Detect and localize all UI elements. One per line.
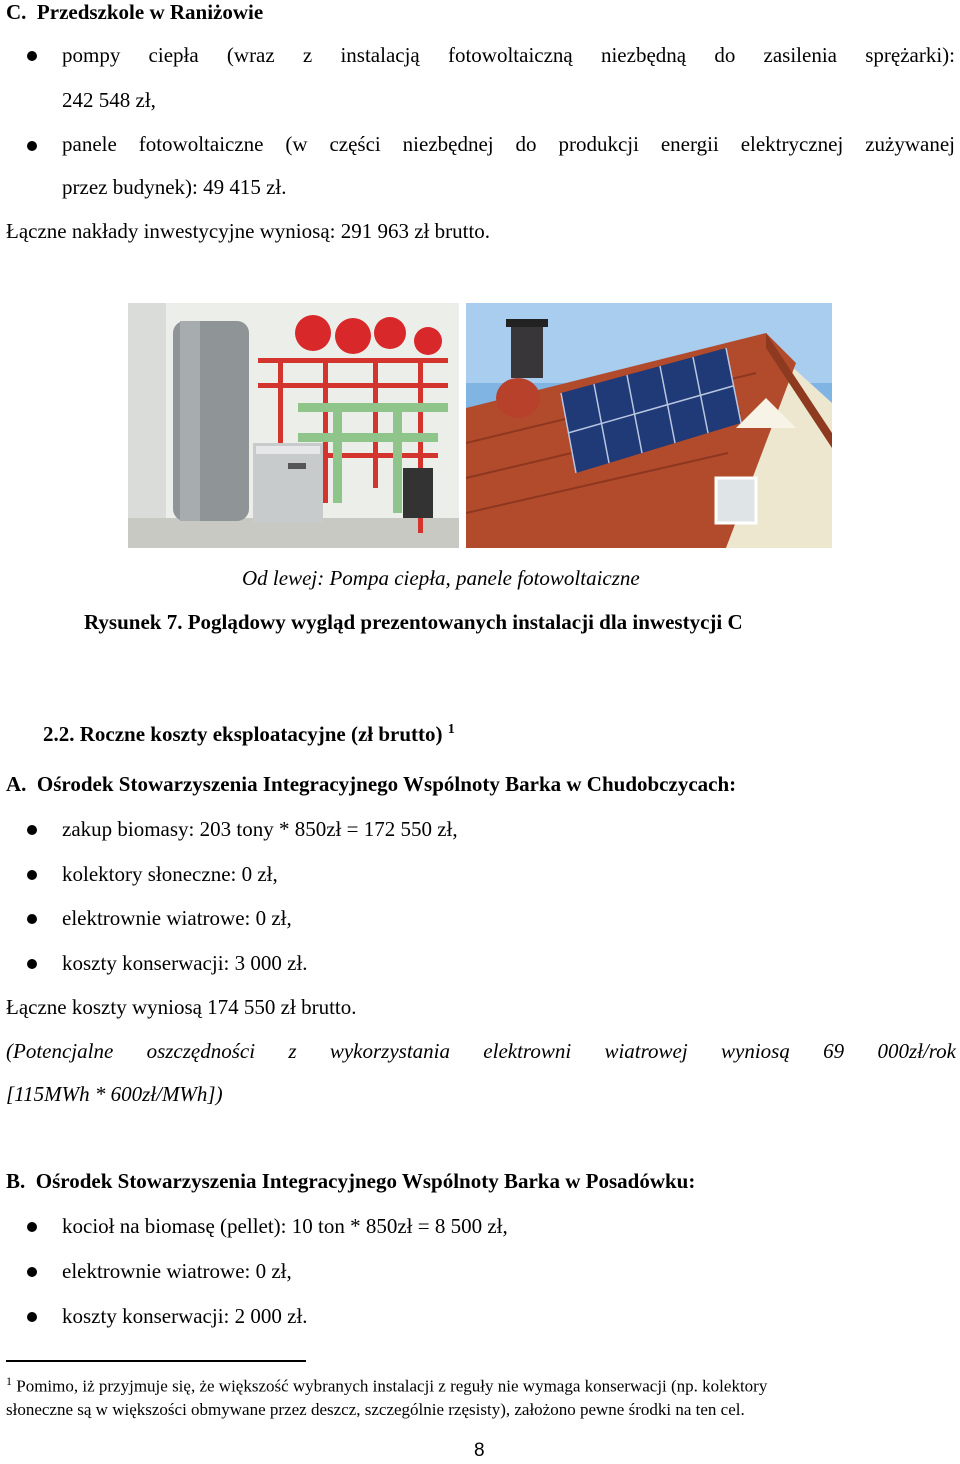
savings-note-continuation: [115MWh * 600zł/MWh]): [6, 1082, 223, 1106]
list-item: panele fotowoltaiczne (w części niezbędnej do produkcji energii elektrycznej zużywanej: [62, 132, 955, 156]
footnote-continuation: słoneczne są w większości obmywane przez deszcz, szczególnie rzęsisty), założono pewne środki na ten cel.: [6, 1400, 745, 1419]
bullet-dot: [27, 1312, 37, 1322]
savings-note: (Potencjalne oszczędności z wykorzystania elektrowni wiatrowej wyniosą 69 000zł/rok: [6, 1039, 956, 1063]
section-a-heading: A. Ośrodek Stowarzyszenia Integracyjnego Wspólnoty Barka w Chudobczycach:: [6, 772, 737, 796]
heat-pump-photo: [128, 303, 459, 548]
footnote-text-line1: Pomimo, iż przyjmuje się, że większość wybranych instalacji z reguły nie wymaga konserwacji (np. kolektory: [16, 1376, 768, 1396]
section-heading-text: 2.2. Roczne koszty eksploatacyjne (zł brutto): [43, 722, 443, 746]
footnote: [6, 1374, 956, 1397]
list-item: elektrownie wiatrowe: 0 zł,: [62, 1259, 292, 1283]
list-item: koszty konserwacji: 3 000 zł.: [62, 951, 308, 975]
bullet-dot: [27, 51, 37, 61]
bullet-dot: [27, 1267, 37, 1277]
figure-caption-italic: Od lewej: Pompa ciepła, panele fotowoltaiczne: [242, 566, 640, 590]
section-heading-2-2: [43, 722, 455, 747]
total-costs: Łączne koszty wyniosą 174 550 zł brutto.: [6, 995, 357, 1019]
bullet-dot: [27, 1222, 37, 1232]
bullet-dot: [27, 825, 37, 835]
footnote-divider: [6, 1360, 306, 1362]
list-item: kolektory słoneczne: 0 zł,: [62, 862, 278, 886]
list-item-continuation: przez budynek): 49 415 zł.: [62, 175, 287, 199]
figure-caption-title: Rysunek 7. Poglądowy wygląd prezentowanych instalacji dla inwestycji C: [84, 610, 743, 634]
bullet-dot: [27, 914, 37, 924]
bullet-dot: [27, 141, 37, 151]
total-investment: Łączne nakłady inwestycyjne wyniosą: 291 963 zł brutto.: [6, 219, 491, 243]
bullet-dot: [27, 959, 37, 969]
list-item: kocioł na biomasę (pellet): 10 ton * 850zł = 8 500 zł,: [62, 1214, 508, 1238]
section-c-heading: C. Przedszkole w Raniżowie: [6, 0, 264, 24]
footnote-reference[interactable]: 1: [447, 722, 455, 737]
list-item-continuation: 242 548 zł,: [62, 88, 156, 112]
section-b-heading: B. Ośrodek Stowarzyszenia Integracyjnego Wspólnoty Barka w Posadówku:: [6, 1169, 696, 1193]
solar-panels-photo: [466, 303, 832, 548]
list-item: koszty konserwacji: 2 000 zł.: [62, 1304, 308, 1328]
list-item: elektrownie wiatrowe: 0 zł,: [62, 906, 292, 930]
list-item: zakup biomasy: 203 tony * 850zł = 172 550 zł,: [62, 817, 458, 841]
list-item: pompy ciepła (wraz z instalacją fotowoltaiczną niezbędną do zasilenia sprężarki):: [62, 43, 955, 67]
bullet-dot: [27, 870, 37, 880]
footnote-marker: 1: [6, 1374, 12, 1388]
page-number: 8: [474, 1440, 485, 1461]
